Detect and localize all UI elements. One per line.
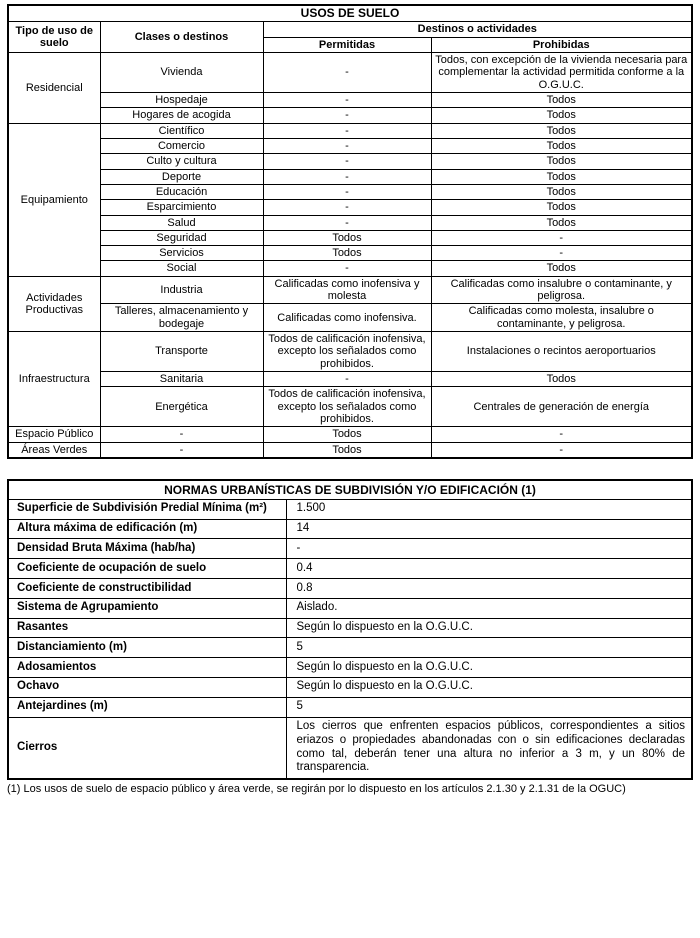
norma-value: 0.8 [286,579,692,599]
table-row [8,53,692,93]
permitidas-cell: - [263,261,431,276]
norma-value: Según lo dispuesto en la O.G.U.C. [286,618,692,638]
permitidas-cell: Todos [263,442,431,458]
norma-value: Según lo dispuesto en la O.G.U.C. [286,658,692,678]
norma-label: Rasantes [8,618,286,638]
norma-row [8,677,692,697]
clase-cell: Educación [100,184,263,199]
col-header-destinos-o-actividades: Destinos o actividades [263,22,692,37]
permitidas-cell: - [263,215,431,230]
prohibidas-cell: Todos [431,93,692,108]
table-row [8,276,692,304]
col-header-tipo-de-uso: Tipo de uso de suelo [8,22,100,53]
norma-row [8,539,692,559]
norma-label: Adosamientos [8,658,286,678]
normas-table-title: NORMAS URBANÍSTICAS DE SUBDIVISIÓN Y/O EDIFICACIÓN (1) [8,480,692,500]
prohibidas-cell: Todos, con excepción de la vivienda necesaria para complementar la actividad permitida conforme a la O.G.U.C. [431,53,692,93]
table-row [8,93,692,108]
permitidas-cell: - [263,200,431,215]
col-header-clases-o-destinos: Clases o destinos [100,22,263,53]
norma-row [8,499,692,519]
footnote: (1) Los usos de suelo de espacio público y área verde, se regirán por lo dispuesto en los artículos 2.1.30 y 2.1.31 de la OGUC) [7,782,626,795]
norma-label: Coeficiente de ocupación de suelo [8,559,286,579]
tipo-actividades-productivas: Actividades Productivas [8,276,100,331]
prohibidas-cell: Todos [431,215,692,230]
permitidas-cell: - [263,123,431,138]
clase-cell: Culto y cultura [100,154,263,169]
prohibidas-cell: - [431,442,692,458]
prohibidas-cell: Todos [431,138,692,153]
permitidas-cell: Todos [263,427,431,442]
norma-row [8,658,692,678]
clase-cell: Científico [100,123,263,138]
clase-cell: Transporte [100,332,263,372]
permitidas-cell: - [263,138,431,153]
prohibidas-cell: Todos [431,154,692,169]
usos-de-suelo-table [7,4,693,459]
norma-value: 1.500 [286,499,692,519]
table-title-row [8,5,692,22]
table-row [8,442,692,458]
normas-urbanisticas-table [7,479,693,780]
norma-row [8,559,692,579]
clase-cell: Servicios [100,246,263,261]
prohibidas-cell: Todos [431,200,692,215]
norma-value: 5 [286,697,692,717]
clase-cell: Sanitaria [100,371,263,386]
norma-row [8,638,692,658]
permitidas-cell: - [263,154,431,169]
usos-table-title: USOS DE SUELO [8,5,692,22]
col-header-permitidas: Permitidas [263,37,431,52]
table-row [8,304,692,332]
permitidas-cell: Calificadas como inofensiva. [263,304,431,332]
clase-cell: Hogares de acogida [100,108,263,123]
prohibidas-cell: Instalaciones o recintos aeroportuarios [431,332,692,372]
norma-row [8,618,692,638]
clase-cell: Industria [100,276,263,304]
table-row [8,200,692,215]
clase-cell: - [100,427,263,442]
clase-cell: Vivienda [100,53,263,93]
tipo-espacio-publico: Espacio Público [8,427,100,442]
table-row [8,332,692,372]
norma-value: 14 [286,519,692,539]
norma-value: 5 [286,638,692,658]
permitidas-cell: - [263,108,431,123]
norma-value: Según lo dispuesto en la O.G.U.C. [286,677,692,697]
table-header-row [8,22,692,37]
norma-label: Densidad Bruta Máxima (hab/ha) [8,539,286,559]
permitidas-cell: - [263,93,431,108]
clase-cell: Seguridad [100,230,263,245]
prohibidas-cell: Todos [431,123,692,138]
clase-cell: Talleres, almacenamiento y bodegaje [100,304,263,332]
norma-row [8,717,692,779]
table-row [8,123,692,138]
tipo-areas-verdes: Áreas Verdes [8,442,100,458]
permitidas-cell: Calificadas como inofensiva y molesta [263,276,431,304]
permitidas-cell: - [263,184,431,199]
norma-value: - [286,539,692,559]
table-row [8,261,692,276]
prohibidas-cell: - [431,230,692,245]
table-row [8,138,692,153]
norma-value: 0.4 [286,559,692,579]
prohibidas-cell: Todos [431,108,692,123]
table-row [8,184,692,199]
norma-label: Altura máxima de edificación (m) [8,519,286,539]
table-row [8,230,692,245]
permitidas-cell: Todos de calificación inofensiva, excepto los señalados como prohibidos. [263,332,431,372]
tipo-equipamiento: Equipamiento [8,123,100,276]
norma-row [8,519,692,539]
table-row [8,246,692,261]
table-title-row [8,480,692,500]
clase-cell: Social [100,261,263,276]
norma-label: Sistema de Agrupamiento [8,598,286,618]
permitidas-cell: - [263,53,431,93]
tipo-infraestructura: Infraestructura [8,332,100,427]
norma-label: Cierros [8,717,286,779]
prohibidas-cell: Todos [431,371,692,386]
table-row [8,427,692,442]
clase-cell: Deporte [100,169,263,184]
table-row [8,169,692,184]
prohibidas-cell: Todos [431,184,692,199]
permitidas-cell: Todos [263,246,431,261]
norma-row [8,697,692,717]
clase-cell: Energética [100,387,263,427]
permitidas-cell: - [263,169,431,184]
table-row [8,387,692,427]
prohibidas-cell: - [431,427,692,442]
table-row [8,154,692,169]
permitidas-cell: Todos [263,230,431,245]
prohibidas-cell: - [431,246,692,261]
permitidas-cell: - [263,371,431,386]
permitidas-cell: Todos de calificación inofensiva, excepto los señalados como prohibidos. [263,387,431,427]
prohibidas-cell: Todos [431,261,692,276]
norma-label: Superficie de Subdivisión Predial Mínima (m²) [8,499,286,519]
norma-label: Ochavo [8,677,286,697]
norma-label: Antejardines (m) [8,697,286,717]
table-row [8,108,692,123]
norma-value: Aislado. [286,598,692,618]
clase-cell: Hospedaje [100,93,263,108]
norma-row [8,579,692,599]
prohibidas-cell: Centrales de generación de energía [431,387,692,427]
clase-cell: Comercio [100,138,263,153]
table-row [8,215,692,230]
norma-row [8,598,692,618]
prohibidas-cell: Calificadas como molesta, insalubre o contaminante, y peligrosa. [431,304,692,332]
norma-label: Distanciamiento (m) [8,638,286,658]
norma-label: Coeficiente de constructibilidad [8,579,286,599]
table-row [8,371,692,386]
clase-cell: - [100,442,263,458]
col-header-prohibidas: Prohibidas [431,37,692,52]
clase-cell: Salud [100,215,263,230]
tipo-residencial: Residencial [8,53,100,124]
clase-cell: Esparcimiento [100,200,263,215]
prohibidas-cell: Todos [431,169,692,184]
norma-value: Los cierros que enfrenten espacios públicos, correspondientes a sitios eriazos o propiedades abandonadas con o sin edificaciones declaradas como tal, deberán tener una altura no inferior a 3 m, y un 80% de transparencia. [286,717,692,779]
prohibidas-cell: Calificadas como insalubre o contaminante, y peligrosa. [431,276,692,304]
